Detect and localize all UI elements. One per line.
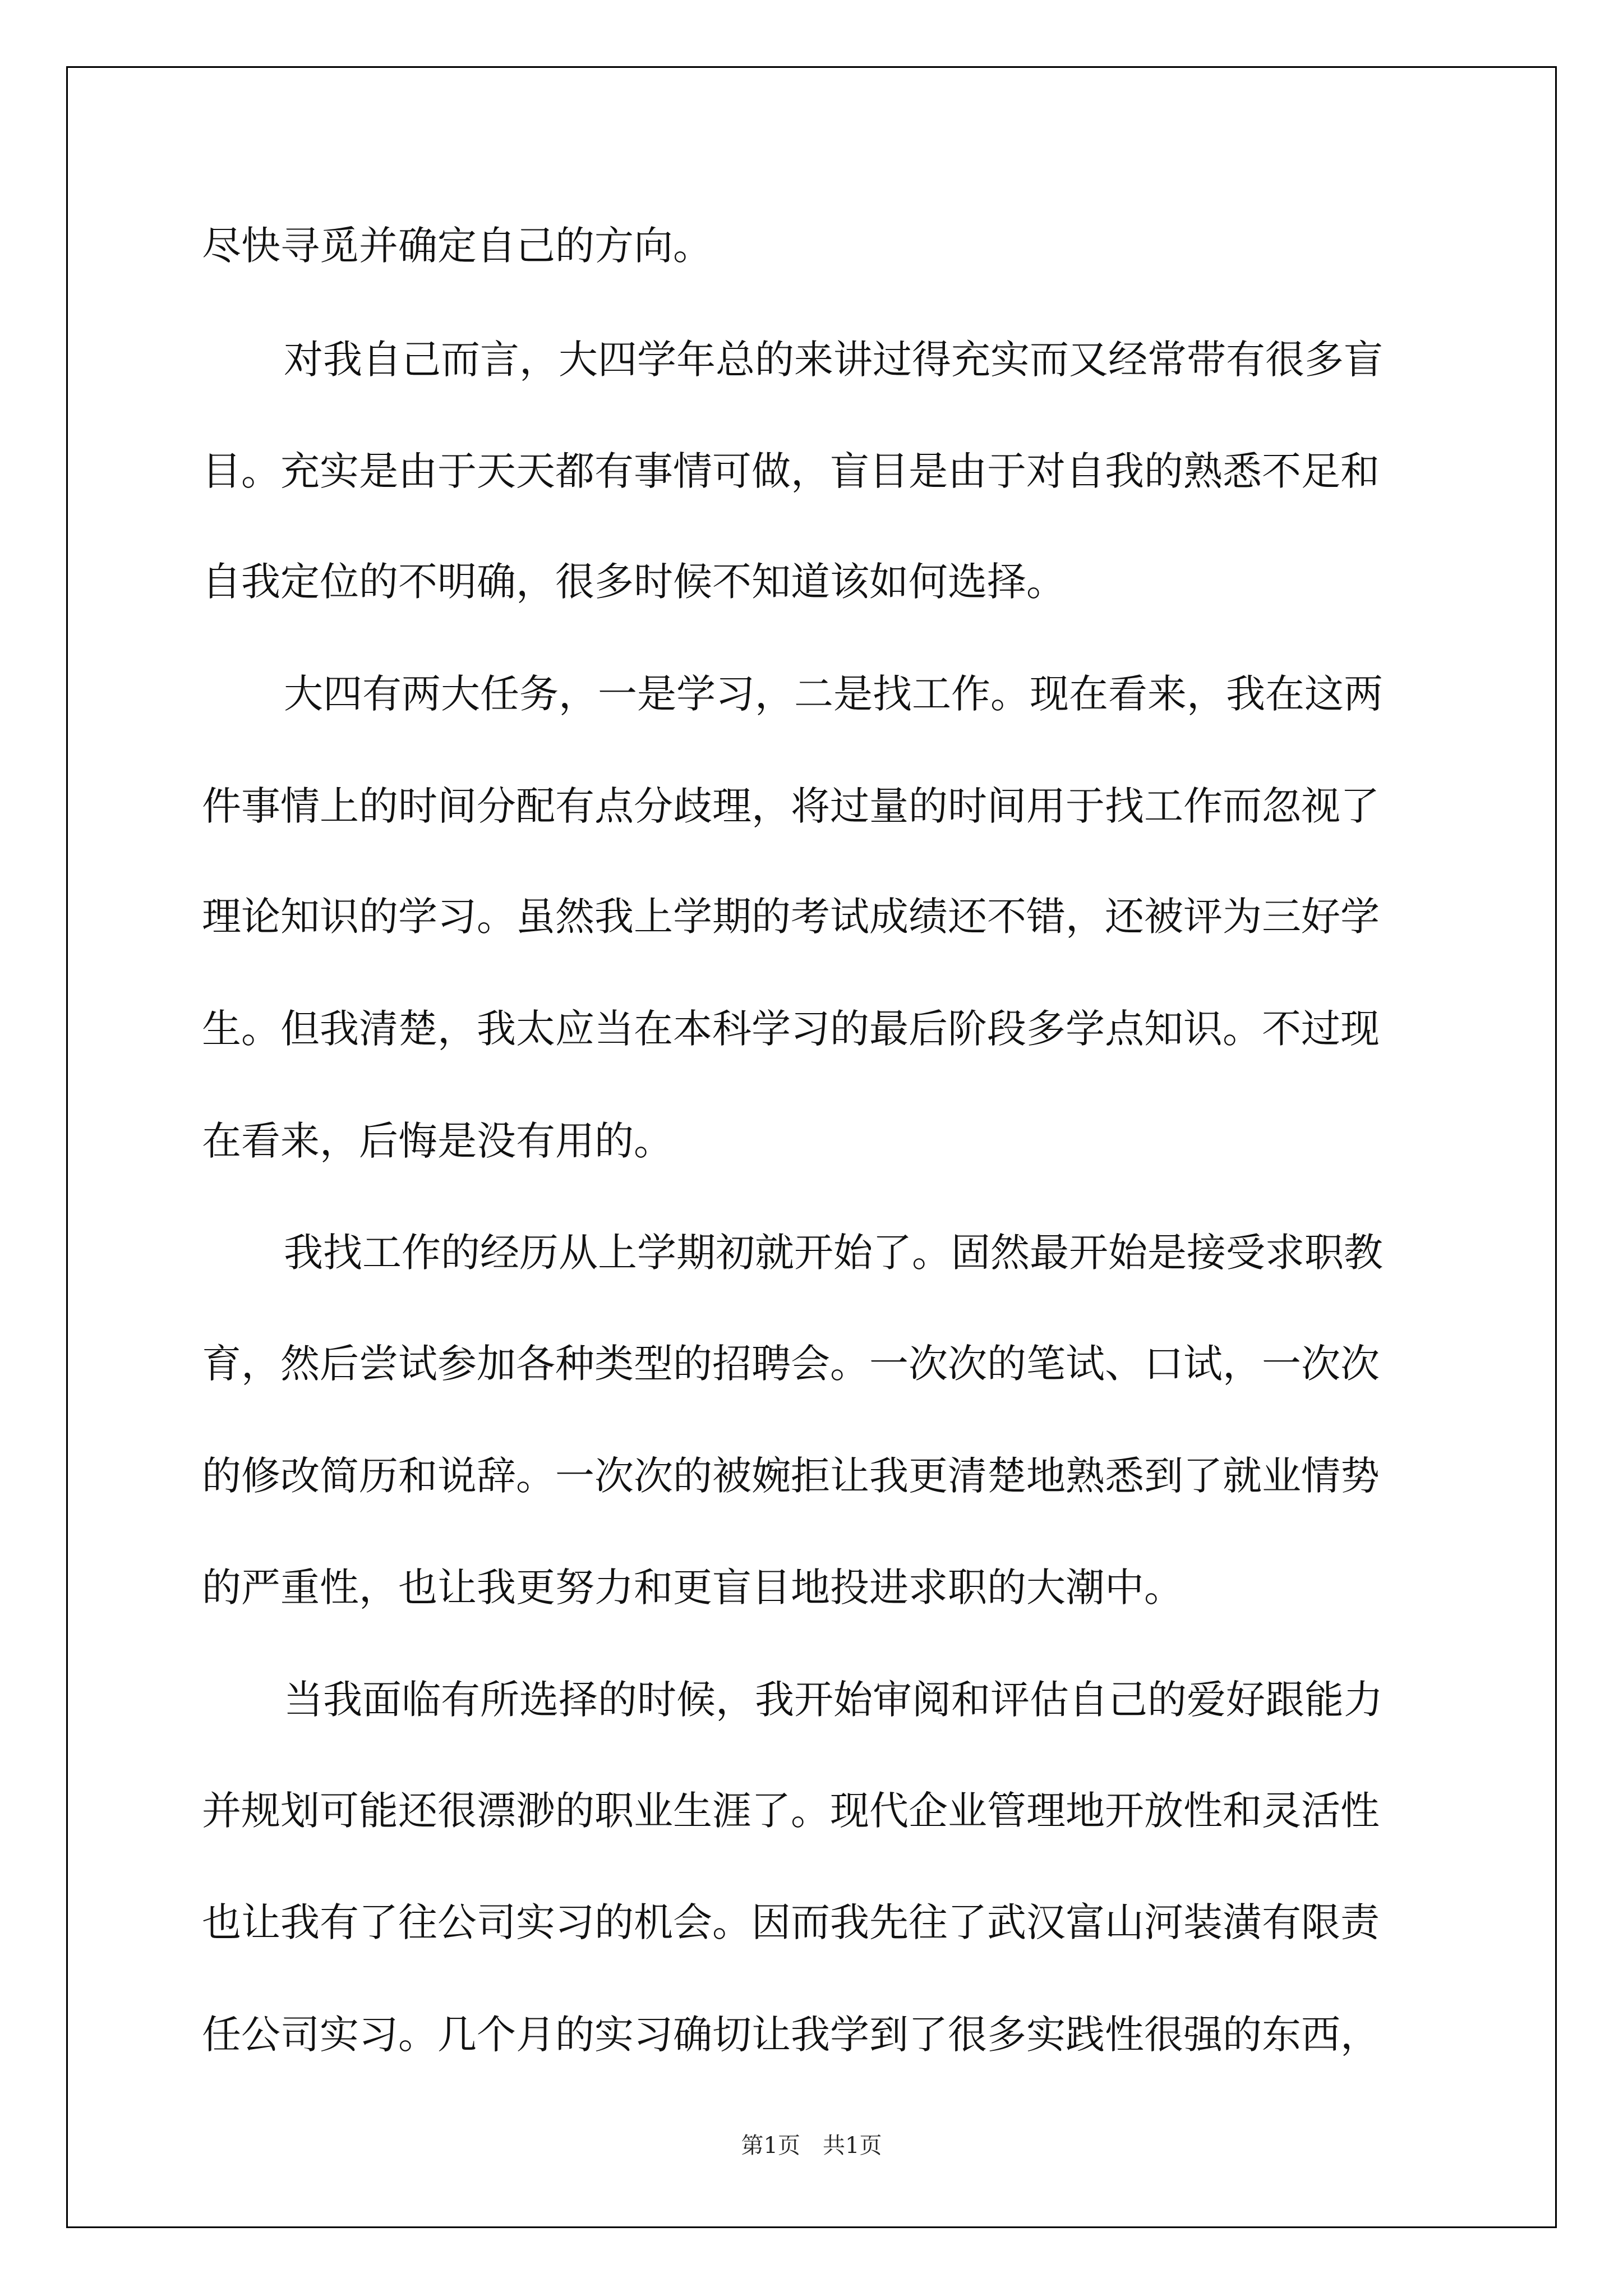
page-footer: 第1页 共1页 xyxy=(741,2133,882,2159)
text-line: 的严重性，也让我更努力和更盲目地投进求职的大潮中。 xyxy=(202,1565,1183,1611)
text-line: 尽快寻觅并确定自己的方向。 xyxy=(202,223,712,269)
text-line: 理论知识的学习。虽然我上学期的考试成绩还不错，还被评为三好学 xyxy=(202,894,1380,940)
text-line: 大四有两大任务，一是学习，二是找工作。现在看来，我在这两 xyxy=(284,671,1383,717)
text-line: 当我面临有所选择的时候，我开始审阅和评估自己的爱好跟能力 xyxy=(284,1677,1383,1723)
text-line: 的修改简历和说辞。一次次的被婉拒让我更清楚地熟悉到了就业情势 xyxy=(202,1453,1380,1499)
text-line: 任公司实习。几个月的实习确切让我学到了很多实践性很强的东西， xyxy=(202,2012,1380,2058)
text-line: 并规划可能还很漂渺的职业生涯了。现代企业管理地开放性和灵活性 xyxy=(202,1788,1380,1834)
text-line: 生。但我清楚，我太应当在本科学习的最后阶段多学点知识。不过现 xyxy=(202,1006,1380,1052)
text-line: 在看来，后悔是没有用的。 xyxy=(202,1118,673,1164)
text-line: 育，然后尝试参加各种类型的招聘会。一次次的笔试、口试，一次次 xyxy=(202,1341,1380,1387)
text-line: 自我定位的不明确，很多时候不知道该如何选择。 xyxy=(202,559,1066,605)
text-line: 我找工作的经历从上学期初就开始了。固然最开始是接受求职教 xyxy=(284,1230,1383,1276)
text-line: 对我自己而言，大四学年总的来讲过得充实而又经常带有很多盲 xyxy=(284,337,1383,383)
text-line: 目。充实是由于天天都有事情可做，盲目是由于对自我的熟悉不足和 xyxy=(202,448,1380,494)
text-line: 也让我有了往公司实习的机会。因而我先往了武汉富山河装潢有限责 xyxy=(202,1899,1380,1945)
text-line: 件事情上的时间分配有点分歧理，将过量的时间用于找工作而忽视了 xyxy=(202,783,1380,829)
